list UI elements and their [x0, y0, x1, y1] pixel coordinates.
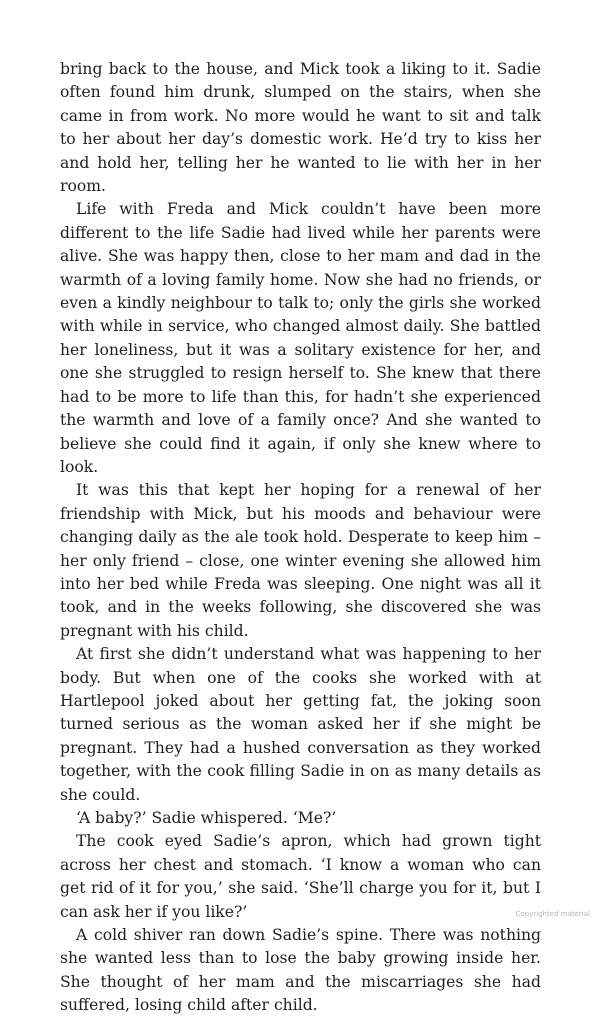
- paragraph: The cook eyed Sadie’s apron, which had grown tight across her chest and stomach. ‘I know a woman who can get rid of it for you,’ she said. ‘She’ll charge you for it, but I can ask her if you like?’: [60, 832, 541, 921]
- paragraph: Life with Freda and Mick couldn’t have been more different to the life Sadie had lived while her parents were alive. She was happy then, close to her mam and dad in the warmth of a loving family home. Now she had no friends, or even a kindly neighbour to talk to; only the girls she worked with while in service, who changed almost daily. She battled her loneliness, but it was a solitary existence for her, and one she struggled to resign herself to. She knew that there had to be more to life than this, for hadn’t she experienced the warmth and love of a family once? And she wanted to believe she could find it again, if only she knew where to look.: [60, 200, 541, 476]
- paragraph: At first she didn’t understand what was happening to her body. But when one of the cooks she worked with at Hartlepool joked about her getting fat, the joking soon turned serious as the woman asked her if she might be pregnant. They had a hushed conversation as they worked together, with the cook filling Sadie in on as many details as she could.: [60, 645, 541, 804]
- paragraph: It was this that kept her hoping for a renewal of her friendship with Mick, but his moods and behaviour were changing daily as the ale took hold. Desperate to keep him – her only friend – close, one winter evening she allowed him into her bed while Freda was sleeping. One night was all it took, and in the weeks following, she discovered she was pregnant with his child.: [60, 481, 541, 640]
- paragraph: ‘A baby?’ Sadie whispered. ‘Me?’: [76, 809, 337, 827]
- paragraph: A cold shiver ran down Sadie’s spine. There was nothing she wanted less than to lose the baby growing inside her. She thought of her mam and the miscarriages she had suffered, losing child after child.: [60, 926, 541, 1015]
- paragraph: bring back to the house, and Mick took a liking to it. Sadie often found him drunk, slumped on the stairs, when she came in from work. No more would he want to sit and talk to her about her day’s domestic work. He’d try to kiss her and hold her, telling her he wanted to lie with her in her room.: [60, 60, 541, 196]
- copyright-watermark: Copyrighted material: [515, 910, 590, 918]
- book-page-text: [60, 58, 541, 1018]
